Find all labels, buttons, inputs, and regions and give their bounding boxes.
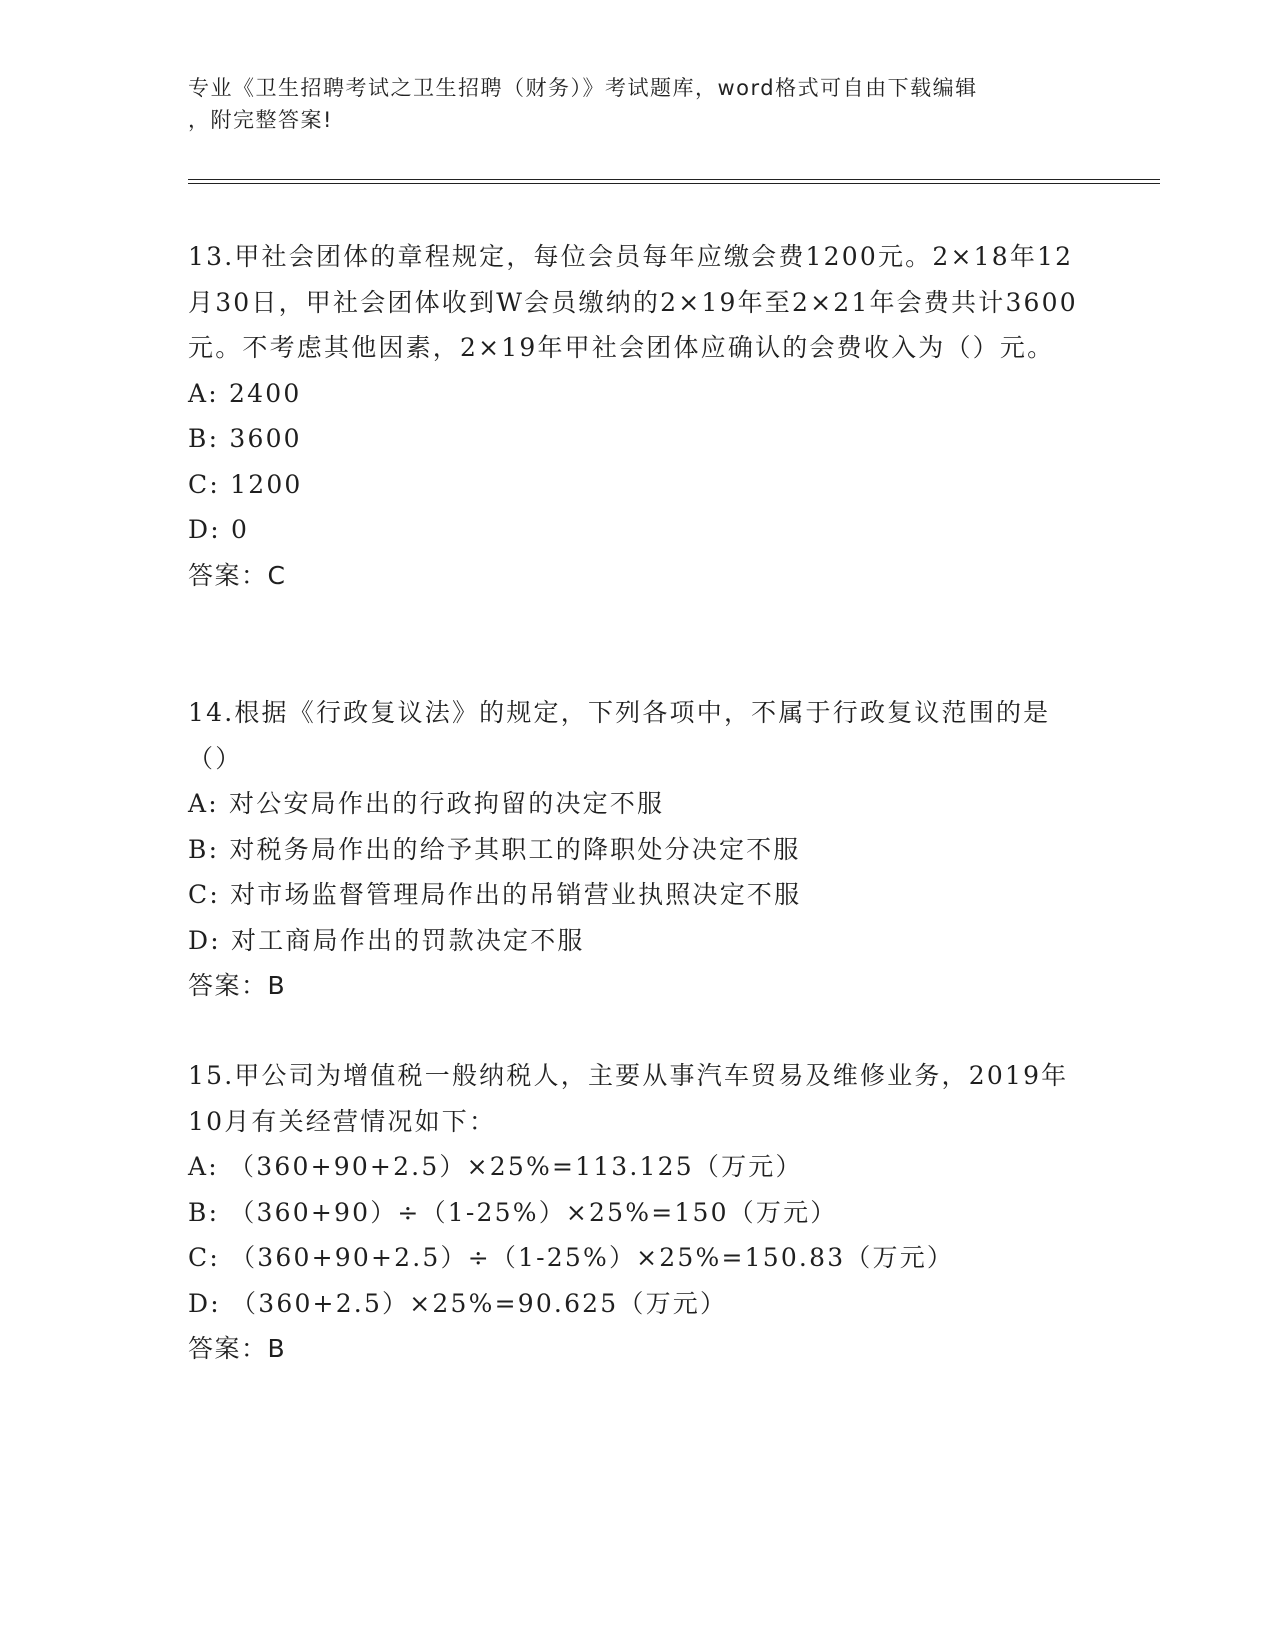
option-text: 对市场监督管理局作出的吊销营业执照决定不服 [230, 880, 802, 909]
option-text: 对税务局作出的给予其职工的降职处分决定不服 [229, 834, 801, 864]
option-text: 3600 [229, 424, 302, 453]
option-text: 0 [231, 515, 250, 544]
option-key: A: [188, 1152, 219, 1181]
option-text: （360+2.5）×25%=90.625（万元） [231, 1288, 728, 1318]
option-b [188, 416, 1088, 462]
question-text: 甲社会团体的章程规定，每位会员每年应缴会费1200元。2×18年12月30日，甲社会团体收到W会员缴纳的2×19年至2×21年会费共计3600元。不考虑其他因素，2×19年甲社会团体应确认的会费收入为（）元。 [188, 242, 1078, 362]
option-key: C: [188, 1243, 220, 1272]
option-b [188, 827, 1088, 873]
option-text: （360+90）÷（1-25%）×25%=150（万元） [229, 1197, 838, 1227]
option-key: B: [188, 424, 220, 453]
option-key: C: [188, 469, 220, 499]
option-text: （360+90+2.5）×25%=113.125（万元） [229, 1152, 803, 1181]
option-key: B: [188, 1197, 220, 1227]
document-header [188, 72, 1088, 136]
question-number: 13. [188, 242, 235, 271]
header-divider-bottom [188, 183, 1160, 184]
option-key: A: [188, 789, 219, 818]
answer-label: 答案：C [188, 560, 287, 590]
question-stem [188, 690, 1088, 781]
option-a [188, 1144, 1088, 1190]
option-d [188, 918, 1088, 964]
option-d [188, 1281, 1088, 1327]
question-stem [188, 1053, 1088, 1144]
answer-label: 答案：B [188, 971, 287, 1000]
option-key: B: [188, 834, 220, 864]
option-text: 2400 [229, 378, 302, 408]
question-text: 根据《行政复议法》的规定，下列各项中，不属于行政复议范围的是（） [188, 698, 1051, 773]
option-key: A: [188, 378, 219, 408]
option-c [188, 872, 1088, 918]
option-d [188, 507, 1088, 553]
option-a [188, 781, 1088, 827]
answer-label: 答案：B [188, 1334, 287, 1363]
question-13 [188, 234, 1088, 598]
question-number: 14. [188, 698, 235, 727]
option-a [188, 371, 1088, 417]
option-key: C: [188, 880, 220, 909]
question-text: 甲公司为增值税一般纳税人，主要从事汽车贸易及维修业务，2019年10月有关经营情况如下： [188, 1061, 1069, 1136]
option-key: D: [188, 515, 221, 544]
option-key: D: [188, 925, 221, 955]
header-line-2: ，附完整答案! [188, 108, 333, 132]
header-divider-top [188, 179, 1160, 180]
option-b [188, 1190, 1088, 1236]
option-text: 对工商局作出的罚款决定不服 [231, 925, 585, 955]
option-c [188, 462, 1088, 508]
header-line-1: 专业《卫生招聘考试之卫生招聘（财务）》考试题库，word格式可自由下载编辑 [188, 76, 978, 100]
option-c [188, 1235, 1088, 1281]
question-stem [188, 234, 1088, 371]
option-text: 对公安局作出的行政拘留的决定不服 [229, 789, 665, 818]
option-text: （360+90+2.5）÷（1-25%）×25%=150.83（万元） [230, 1243, 955, 1272]
option-key: D: [188, 1288, 221, 1318]
question-14 [188, 690, 1088, 1009]
option-text: 1200 [230, 469, 303, 499]
question-number: 15. [188, 1061, 235, 1090]
question-15 [188, 1053, 1088, 1372]
